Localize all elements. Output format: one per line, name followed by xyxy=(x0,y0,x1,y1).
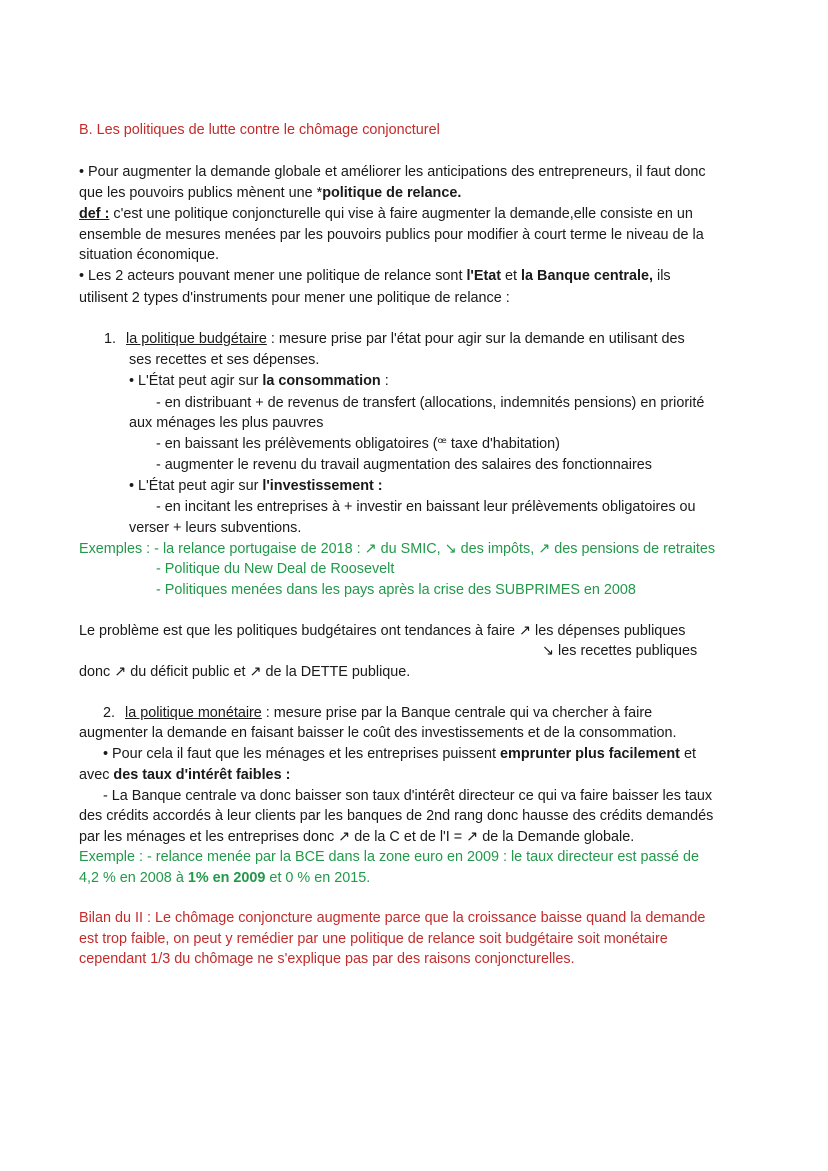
example-line: Exemple : - relance menée par la BCE dans la zone euro en 2009 : le taux directeur est passé de xyxy=(79,849,699,865)
monetary-line: avec des taux d'intérêt faibles : xyxy=(79,767,291,783)
bilan-line: Bilan du II : Le chômage conjoncture augmente parce que la croissance baisse quand la demande xyxy=(79,910,706,926)
section-title: B. Les politiques de lutte contre le chômage conjoncturel xyxy=(79,122,440,138)
example-line: Exemples : - la relance portugaise de 2018 : ↗ du SMIC, ↘ des impôts, ↗ des pensions de retraites xyxy=(79,541,716,557)
definition-line: def : c'est une politique conjoncturelle qui vise à faire augmenter la demande,elle consiste en un xyxy=(79,206,693,222)
key-term: politique de relance. xyxy=(322,185,462,201)
budget-sub-item: - en baissant les prélèvements obligatoires (ꟹ taxe d'habitation) xyxy=(156,436,560,452)
intro-line: utilisent 2 types d'instruments pour mener une politique de relance : xyxy=(79,290,510,306)
monetary-line: augmenter la demande en faisant baisser le coût des investissements et de la consommation. xyxy=(79,725,677,741)
budget-heading: 1. la politique budgétaire : mesure prise par l'état pour agir sur la demande en utilisant des xyxy=(104,331,685,347)
list-number: 1. xyxy=(104,331,117,347)
intro-line: que les pouvoirs publics mènent une *politique de relance. xyxy=(79,185,462,201)
monetary-bullet: • Pour cela il faut que les ménages et les entreprises puissent emprunter plus facilement et xyxy=(103,746,696,762)
definition-line: ensemble de mesures menées par les pouvoirs publics pour modifier à court terme le niveau de la xyxy=(79,227,704,243)
budget-bullet: • L'État peut agir sur la consommation : xyxy=(129,373,389,389)
intro-line: • Pour augmenter la demande globale et améliorer les anticipations des entrepreneurs, il faut donc xyxy=(79,164,706,180)
budget-sub-item: - en distribuant + de revenus de transfert (allocations, indemnités pensions) en priorité xyxy=(156,395,705,411)
def-label: def : xyxy=(79,206,110,222)
intro-line: • Les 2 acteurs pouvant mener une politique de relance sont l'Etat et la Banque centrale, ils xyxy=(79,268,671,284)
budget-sub-item: - augmenter le revenu du travail augmentation des salaires des fonctionnaires xyxy=(156,457,652,473)
example-line: - Politiques menées dans les pays après la crise des SUBPRIMES en 2008 xyxy=(156,582,636,598)
budget-title: la politique budgétaire xyxy=(126,331,267,347)
list-number: 2. xyxy=(103,705,116,721)
budget-sub-item: - en incitant les entreprises à + investir en baissant leur prélèvements obligatoires ou xyxy=(156,499,696,515)
budget-line: ses recettes et ses dépenses. xyxy=(129,352,320,368)
example-line: - Politique du New Deal de Roosevelt xyxy=(156,561,395,577)
monetary-line: par les ménages et les entreprises donc ↗ de la C et de l'I = ↗ de la Demande globale. xyxy=(79,829,635,845)
definition-line: situation économique. xyxy=(79,247,219,263)
monetary-title: la politique monétaire xyxy=(125,705,262,721)
bilan-line: cependant 1/3 du chômage ne s'explique pas par des raisons conjoncturelles. xyxy=(79,951,575,967)
example-line: 4,2 % en 2008 à 1% en 2009 et 0 % en 2015. xyxy=(79,870,371,886)
budget-sub-item: aux ménages les plus pauvres xyxy=(129,415,324,431)
budget-sub-item: verser + leurs subventions. xyxy=(129,520,302,536)
monetary-heading: 2. la politique monétaire : mesure prise par la Banque centrale qui va chercher à faire xyxy=(103,705,653,721)
budget-bullet: • L'État peut agir sur l'investissement : xyxy=(129,478,383,494)
monetary-line: des crédits accordés à leur clients par les banques de 2nd rang donc hausse des crédits demandés xyxy=(79,808,714,824)
problem-line: Le problème est que les politiques budgétaires ont tendances à faire ↗ les dépenses publiques xyxy=(79,623,686,639)
monetary-line: - La Banque centrale va donc baisser son taux d'intérêt directeur ce qui va faire baisser les taux xyxy=(103,788,713,804)
bilan-line: est trop faible, on peut y remédier par une politique de relance soit budgétaire soit monétaire xyxy=(79,931,668,947)
problem-line: donc ↗ du déficit public et ↗ de la DETTE publique. xyxy=(79,664,411,680)
problem-line: ↘ les recettes publiques xyxy=(542,643,698,659)
